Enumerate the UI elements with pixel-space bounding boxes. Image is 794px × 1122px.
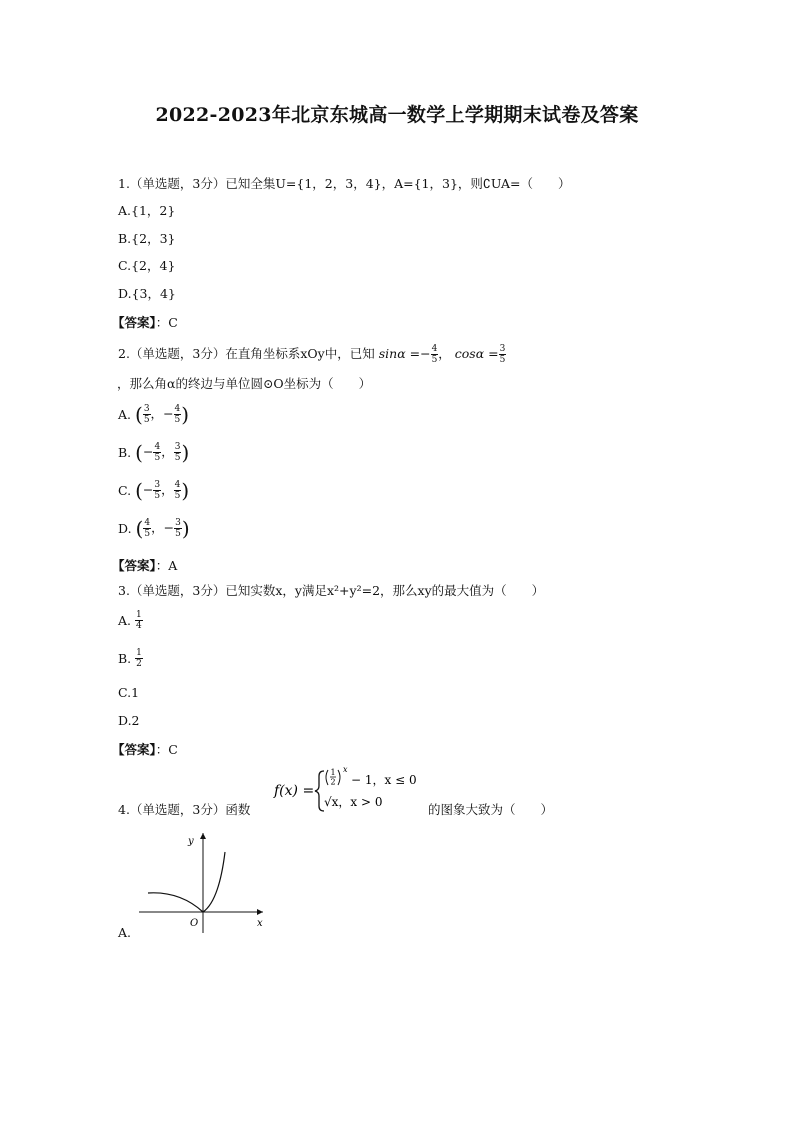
q2-answer-value: ：A [155, 558, 178, 573]
q1-option-d: D.{3，4} [118, 286, 176, 301]
q1-option-a: A.{1，2} [118, 203, 176, 218]
q2-option-c: C. (− $\frac{3}{5}$ ， $\frac{4}{5}$ ) [118, 478, 190, 503]
q3-option-b-frac: $\frac{1}{2}$ [136, 648, 142, 669]
q2-option-d: D. ( $\frac{4}{5}$ ，− $\frac{3}{5}$ ) [118, 516, 190, 541]
q2-sin-frac: $\frac{4}{5}$ [431, 344, 438, 365]
q3-answer-value: ：C [155, 742, 178, 757]
page-title: 2022-2023年北京东城高一数学上学期期末试卷及答案 [155, 104, 639, 126]
q1-option-c: C.{2，4} [118, 258, 176, 273]
q4-option-a-label: A. [118, 925, 132, 940]
q3-answer-label: 【答案】 [112, 742, 156, 757]
x-axis-label: x [257, 918, 263, 929]
q3-option-c: C.1 [118, 685, 140, 700]
q2-sin-expr: sinα =− [378, 346, 431, 361]
q2-option-b: B. (− $\frac{4}{5}$ ， $\frac{3}{5}$ ) [118, 440, 190, 465]
q2-cos-frac: $\frac{3}{5}$ [499, 344, 506, 365]
q4-case1-tail: − 1，x ≤ 0 [351, 773, 417, 787]
q4-paren-close [338, 770, 340, 785]
q3-stem: 3.（单选题，3分）已知实数x，y满足x²+y²=2，那么xy的最大值为（ ） [118, 583, 545, 598]
q3-option-d: D.2 [118, 713, 140, 728]
q1-answer-value: ：C [155, 315, 178, 330]
q1-answer [112, 313, 178, 331]
q3-option-a-frac: $\frac{1}{4}$ [136, 610, 142, 631]
q4-stem-b: 的图象大致为（ ） [428, 802, 554, 817]
q4-stem-a: 4.（单选题，3分）函数 [118, 802, 251, 817]
q4-brace [315, 771, 324, 811]
q2-stem-line1: 2.（单选题，3分）在直角坐标系xOy中，已知 sinα =− $\frac{4}{5}$ ， cosα = $\frac{3}{5}$ [118, 344, 506, 365]
q3-answer [112, 740, 178, 758]
q2-answer [112, 556, 177, 574]
q1-option-b: B.{2，3} [118, 231, 176, 246]
curve-right [203, 852, 225, 912]
svg-text:x: x [343, 766, 348, 774]
q2-option-a: A. ( $\frac{3}{5}$ ，− $\frac{4}{5}$ ) [118, 402, 190, 427]
origin-label: O [190, 918, 199, 929]
q1-answer-label: 【答案】 [112, 315, 156, 330]
q3-option-a: A. $\frac{1}{4}$ [118, 610, 142, 631]
svg-text:2: 2 [330, 777, 336, 787]
y-axis-label: y [188, 836, 194, 847]
curve-left [148, 893, 203, 912]
svg-text:1: 1 [330, 768, 336, 777]
q2-cos-expr: cosα = [454, 346, 499, 361]
q2-answer-label: 【答案】 [112, 558, 156, 573]
q4-case2: √x，x > 0 [324, 795, 383, 809]
q1-stem: 1.（单选题，3分）已知全集U={1，2，3，4}，A={1，3}，则∁UA=（ ） [118, 176, 571, 191]
q4-paren-open [326, 770, 328, 785]
q3-option-b: B. $\frac{1}{2}$ [118, 648, 142, 669]
q2-stem-b: ，那么角α的终边与单位圆⊙O坐标为（ ） [117, 376, 372, 391]
q4-piecewise-formula [272, 766, 422, 816]
q4-formula-lhs: f(x) = [274, 783, 315, 799]
q2-stem-a: 2.（单选题，3分）在直角坐标系xOy中，已知 [118, 346, 375, 361]
q4-option-a-graph [135, 825, 275, 935]
